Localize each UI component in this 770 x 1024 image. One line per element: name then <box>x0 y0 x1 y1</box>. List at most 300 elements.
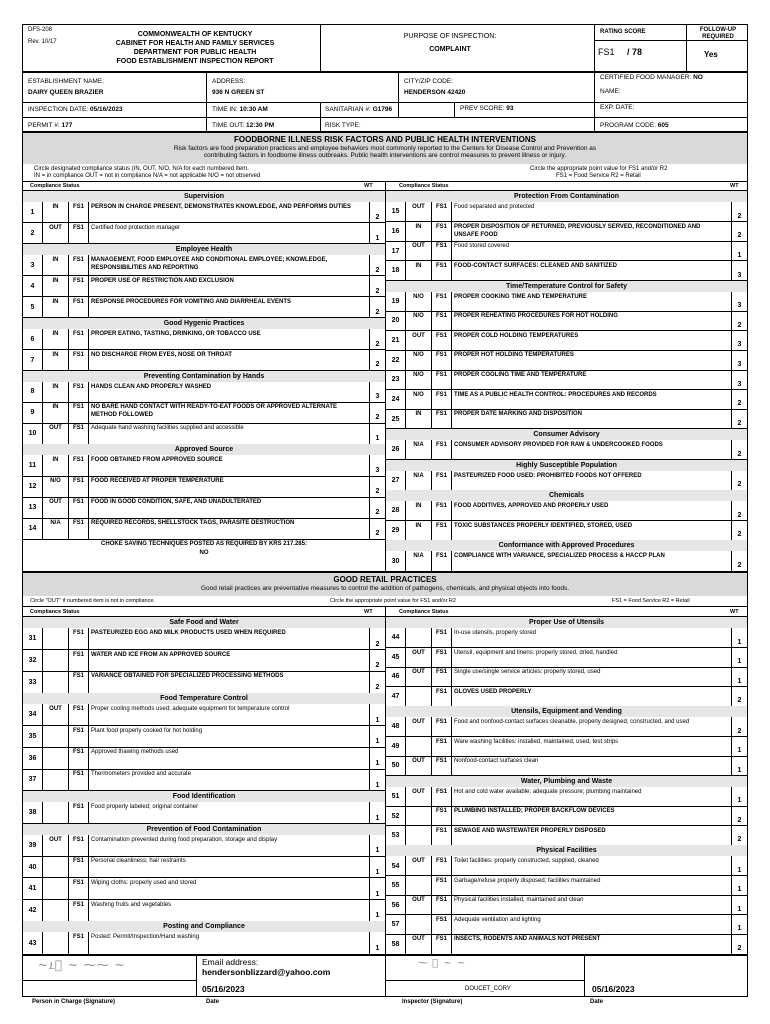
point-value-type: FS1 <box>432 390 452 410</box>
section-heading: Utensils, Equipment and Vending <box>386 706 747 717</box>
person-in-charge-signature: ~ւ᪰ ~ ⁓⁓ ~ <box>38 958 126 972</box>
item-number: 42 <box>23 900 43 922</box>
item-number: 48 <box>386 717 406 737</box>
followup-label: FOLLOW-UP REQUIRED <box>699 27 737 40</box>
item-description: WATER AND ICE FROM AN APPROVED SOURCE <box>91 651 231 658</box>
compliance-status[interactable]: N/A <box>406 440 432 460</box>
item-number: 54 <box>386 856 406 876</box>
item-weight[interactable]: 1 <box>369 223 385 244</box>
compliance-status[interactable] <box>43 878 69 900</box>
item-number: 11 <box>23 455 43 476</box>
item-weight[interactable]: 1 <box>731 667 747 687</box>
item-row <box>386 717 747 737</box>
compliance-status[interactable] <box>43 628 69 650</box>
compliance-status[interactable]: OUT <box>43 497 69 518</box>
good-note-right: FS1 = Food Service R2 = Retail <box>612 598 690 604</box>
item-number: 58 <box>386 934 406 954</box>
compliance-status[interactable]: N/A <box>406 471 432 491</box>
compliance-status[interactable]: OUT <box>406 895 432 915</box>
item-description: INSECTS, RODENTS AND ANIMALS NOT PRESENT <box>454 936 601 943</box>
compliance-status[interactable]: IN <box>43 382 69 403</box>
item-weight[interactable]: 1 <box>731 856 747 876</box>
item-number: 15 <box>386 202 406 222</box>
inspector-signature: ⁓ ᪰ ~ ~ <box>418 958 467 969</box>
item-row <box>386 292 747 312</box>
item-weight[interactable]: 1 <box>731 787 747 807</box>
compliance-status[interactable]: OUT <box>406 667 432 687</box>
item-row <box>386 737 747 757</box>
item-row <box>386 934 747 954</box>
item-row <box>386 390 747 410</box>
point-value-type: FS1 <box>432 826 452 846</box>
item-description: Food separated and protected <box>454 204 535 210</box>
item-description: HANDS CLEAN AND PROPERLY WASHED <box>91 383 212 390</box>
point-value-type: FS1 <box>69 650 89 672</box>
item-row <box>23 423 385 444</box>
point-value-type: FS1 <box>69 802 89 824</box>
item-row <box>386 471 747 491</box>
compliance-status[interactable] <box>43 650 69 672</box>
item-weight[interactable]: 2 <box>369 476 385 497</box>
rating-label: RATING SCORE <box>600 29 646 35</box>
inspector-date: 05/16/2023 <box>592 984 635 994</box>
item-row <box>386 370 747 390</box>
item-weight[interactable]: 1 <box>731 876 747 896</box>
item-description: PROPER COOLING TIME AND TEMPERATURE <box>454 372 587 378</box>
section-heading: Safe Food and Water <box>23 617 385 628</box>
item-description: Adequate ventilation and lighting <box>454 916 541 923</box>
good-retail-banner: GOOD RETAIL PRACTICES Good retail practices are preventative measures to control the addition of pathogens, chemicals, and physical objects into foods. <box>23 573 747 596</box>
item-description: FOOD-CONTACT SURFACES: CLEANED AND SANITIZED <box>454 262 617 269</box>
compliance-status[interactable] <box>43 856 69 878</box>
item-weight[interactable]: 2 <box>731 390 747 410</box>
point-value-type: FS1 <box>432 202 452 222</box>
compliance-status[interactable]: N/A <box>43 518 69 539</box>
item-description: Ware washing facilities: installed, maintained, used, test strips <box>454 738 619 745</box>
section-heading: Food Temperature Control <box>23 693 385 704</box>
item-weight[interactable]: 1 <box>731 915 747 935</box>
compliance-status[interactable]: IN <box>406 261 432 281</box>
item-number: 22 <box>386 350 406 370</box>
item-weight[interactable]: 1 <box>731 628 747 648</box>
section-heading: Good Hygenic Practices <box>23 318 385 329</box>
compliance-status[interactable] <box>43 747 69 769</box>
item-weight[interactable]: 2 <box>369 402 385 423</box>
compliance-status[interactable]: OUT <box>406 756 432 776</box>
purpose-of-inspection: PURPOSE OF INSPECTION: COMPLAINT <box>403 33 497 53</box>
risk-factors-banner: FOODBORNE ILLNESS RISK FACTORS AND PUBLIC HEALTH INTERVENTIONS Risk factors are food preparation practices and employee behaviors most commonly reported to the Centers for Disease Control and Prevention as contributing factors in foodborne illness outbreaks. Public health interventions are control measures to prevent illness or injury. <box>23 133 747 164</box>
item-weight[interactable]: 2 <box>731 717 747 737</box>
rating-fs: FS1 <box>598 47 615 57</box>
point-value-type: FS1 <box>69 297 89 318</box>
point-value-type: FS1 <box>69 769 89 791</box>
section-heading: Prevention of Food Contamination <box>23 824 385 835</box>
point-value-type: FS1 <box>432 440 452 460</box>
item-row <box>386 331 747 351</box>
item-description: NO DISCHARGE FROM EYES, NOSE OR THROAT <box>91 351 232 358</box>
item-description: Proper cooling methods used; adequate equipment for temperature control <box>91 706 290 713</box>
section-heading: Approved Source <box>23 444 385 455</box>
item-weight[interactable]: 2 <box>731 826 747 846</box>
item-number: 31 <box>23 628 43 650</box>
item-description: MANAGEMENT, FOOD EMPLOYEE AND CONDITIONAL EMPLOYEE; KNOWLEDGE, RESPONSIBILITIES AND REPORTING <box>91 256 328 271</box>
point-value-type: FS1 <box>69 276 89 297</box>
compliance-status[interactable] <box>406 806 432 826</box>
item-row <box>23 202 385 223</box>
point-value-type: FS1 <box>432 648 452 668</box>
item-weight[interactable]: 1 <box>731 895 747 915</box>
compliance-status[interactable]: IN <box>406 409 432 429</box>
point-value-type: FS1 <box>69 402 89 423</box>
compliance-status[interactable] <box>406 687 432 707</box>
section-heading: Chemicals <box>386 490 747 501</box>
compliance-status[interactable] <box>43 900 69 922</box>
item-number: 34 <box>23 704 43 726</box>
compliance-status[interactable]: OUT <box>43 835 69 857</box>
item-row <box>386 628 747 648</box>
item-weight[interactable]: 2 <box>369 202 385 223</box>
person-date: 05/16/2023 <box>202 984 245 994</box>
item-description: Utensil, equipment and linens: properly stored, dried, handled <box>454 649 618 656</box>
person-sig-label: Person in Charge (Signature) <box>32 999 116 1005</box>
section-heading: Conformance with Approved Procedures <box>386 540 747 551</box>
item-row <box>23 628 385 650</box>
point-value-type: FS1 <box>69 223 89 244</box>
item-number: 49 <box>386 737 406 757</box>
item-description: Certified food protection manager <box>91 224 181 231</box>
item-number: 10 <box>23 423 43 444</box>
item-number: 24 <box>386 390 406 410</box>
item-weight[interactable]: 3 <box>731 261 747 281</box>
item-row <box>386 551 747 571</box>
compliance-status[interactable]: OUT <box>406 934 432 954</box>
item-description: TOXIC SUBSTANCES PROPERLY IDENTIFIED, STORED, USED <box>454 522 633 529</box>
item-weight[interactable]: 1 <box>369 704 385 726</box>
item-number: 43 <box>23 932 43 954</box>
item-weight[interactable]: 2 <box>731 934 747 954</box>
item-number: 16 <box>386 222 406 242</box>
item-weight[interactable]: 2 <box>731 551 747 571</box>
compliance-status[interactable]: OUT <box>406 787 432 807</box>
item-number: 50 <box>386 756 406 776</box>
choke-saving-note: CHOKE SAVING TECHNIQUES POSTED AS REQUIRED BY KRS 217.285: <box>101 541 307 547</box>
point-value-type: FS1 <box>432 756 452 776</box>
item-row <box>386 648 747 668</box>
compliance-status[interactable]: IN <box>43 329 69 350</box>
sanitarian: SANITARIAN #: G1796 <box>325 106 393 113</box>
inspector-name: DOUCET_CORY <box>465 986 511 992</box>
item-weight[interactable]: 1 <box>369 900 385 922</box>
item-row <box>386 521 747 541</box>
item-weight[interactable]: 1 <box>731 648 747 668</box>
compliance-status[interactable] <box>406 628 432 648</box>
item-weight[interactable]: 3 <box>731 350 747 370</box>
item-description: Toilet facilities: properly constructed, supplied, cleaned <box>454 858 599 865</box>
item-row <box>386 202 747 222</box>
item-weight[interactable]: 2 <box>369 276 385 297</box>
item-row <box>386 350 747 370</box>
exp-date-label: EXP. DATE: <box>600 104 635 111</box>
item-description: FOOD RECEIVED AT PROPER TEMPERATURE <box>91 478 224 485</box>
item-number: 12 <box>23 476 43 497</box>
item-description: TIME AS A PUBLIC HEALTH CONTROL: PROCEDURES AND RECORDS <box>454 391 657 398</box>
compliance-status[interactable]: OUT <box>43 423 69 444</box>
item-row <box>23 402 385 423</box>
item-number: 20 <box>386 311 406 331</box>
compliance-status[interactable] <box>406 876 432 896</box>
compliance-status[interactable]: N/O <box>406 390 432 410</box>
point-value-type: FS1 <box>432 895 452 915</box>
compliance-status[interactable]: IN <box>406 222 432 242</box>
compliance-status[interactable]: IN <box>406 501 432 521</box>
city-label: CITY/ZIP CODE: <box>404 78 453 85</box>
item-weight[interactable]: 2 <box>369 329 385 350</box>
point-value-type: FS1 <box>432 222 452 242</box>
compliance-status[interactable] <box>406 826 432 846</box>
good-cs-left: Compliance Status <box>30 609 80 615</box>
item-weight[interactable]: 1 <box>369 856 385 878</box>
prev-score: PREV SCORE: 93 <box>460 105 514 112</box>
compliance-status[interactable]: IN <box>43 402 69 423</box>
item-row <box>23 856 385 878</box>
item-number: 13 <box>23 497 43 518</box>
item-number: 29 <box>386 521 406 541</box>
item-weight[interactable]: 3 <box>731 331 747 351</box>
item-row <box>23 297 385 318</box>
item-weight[interactable]: 1 <box>369 878 385 900</box>
compliance-status[interactable] <box>43 769 69 791</box>
good-cs-right: Compliance Status <box>399 609 449 615</box>
program-code: PROGRAM CODE: 605 <box>600 122 669 129</box>
point-value-type: FS1 <box>69 382 89 403</box>
section-heading: Supervision <box>23 191 385 202</box>
item-weight[interactable]: 2 <box>369 350 385 371</box>
cfm-label: CERTIFIED FOOD MANAGER: NO <box>600 74 703 81</box>
compliance-status[interactable]: OUT <box>43 704 69 726</box>
item-weight[interactable]: 2 <box>731 222 747 242</box>
item-description: FOOD ADDITIVES, APPROVED AND PROPERLY USED <box>454 503 609 510</box>
item-number: 56 <box>386 895 406 915</box>
compliance-status[interactable] <box>43 671 69 693</box>
point-value-type: FS1 <box>432 521 452 541</box>
item-weight[interactable]: 2 <box>731 471 747 491</box>
compliance-status-right: Compliance Status <box>399 183 449 189</box>
compliance-status[interactable]: N/A <box>406 551 432 571</box>
point-value-type: FS1 <box>69 423 89 444</box>
item-weight[interactable]: 2 <box>369 255 385 276</box>
compliance-status[interactable]: IN <box>406 521 432 541</box>
item-weight[interactable]: 1 <box>369 769 385 791</box>
compliance-status[interactable]: N/O <box>406 311 432 331</box>
inspector-sig-label: Inspector (Signature) <box>402 999 463 1005</box>
item-number: 44 <box>386 628 406 648</box>
section-heading: Protection From Contamination <box>386 191 747 202</box>
item-number: 57 <box>386 915 406 935</box>
compliance-status[interactable] <box>43 932 69 954</box>
item-weight[interactable]: 2 <box>731 806 747 826</box>
compliance-status[interactable]: IN <box>43 297 69 318</box>
compliance-status[interactable]: N/O <box>406 350 432 370</box>
good-wt-left: WT <box>364 609 373 615</box>
date-label-1: Date <box>206 999 220 1005</box>
item-description: PERSON IN CHARGE PRESENT, DEMONSTRATES KNOWLEDGE, AND PERFORMS DUTIES <box>91 204 352 210</box>
item-weight[interactable]: 1 <box>369 423 385 444</box>
email-label: Email address: <box>202 957 259 967</box>
item-description: PASTEURIZED FOOD USED: PROHIBITED FOODS NOT OFFERED <box>454 472 642 479</box>
item-description: FOOD OBTAINED FROM APPROVED SOURCE <box>91 457 223 464</box>
point-value-type: FS1 <box>432 934 452 954</box>
good-note-mid: Circle the appropriate point value for FS1 and/or R2 <box>330 598 456 604</box>
point-value-type: FS1 <box>432 370 452 390</box>
compliance-status[interactable]: IN <box>43 255 69 276</box>
wt-left: WT <box>364 183 373 189</box>
compliance-status[interactable]: IN <box>43 202 69 223</box>
point-value-type: FS1 <box>432 331 452 351</box>
item-row <box>386 409 747 429</box>
item-number: 36 <box>23 747 43 769</box>
point-value-type: FS1 <box>69 900 89 922</box>
item-row <box>386 222 747 242</box>
item-weight[interactable]: 1 <box>369 835 385 857</box>
risk-type-label: RISK TYPE: <box>325 122 361 129</box>
item-description: PROPER DISPOSITION OF RETURNED, PREVIOUSLY SERVED, RECONDITIONED AND UNSAFE FOOD <box>454 223 701 238</box>
item-weight[interactable]: 1 <box>369 932 385 954</box>
item-weight[interactable]: 2 <box>369 497 385 518</box>
item-weight[interactable]: 2 <box>369 297 385 318</box>
compliance-status[interactable] <box>43 802 69 824</box>
item-number: 47 <box>386 687 406 707</box>
compliance-status[interactable] <box>43 726 69 748</box>
point-value-type: FS1 <box>69 835 89 857</box>
item-weight[interactable]: 2 <box>731 202 747 222</box>
item-number: 21 <box>386 331 406 351</box>
point-value-type: FS1 <box>432 856 452 876</box>
compliance-status[interactable]: OUT <box>406 717 432 737</box>
item-description: RESPONSE PROCEDURES FOR VOMITING AND DIARRHEAL EVENTS <box>91 298 292 305</box>
item-description: Nonfood-contact surfaces clean <box>454 758 539 765</box>
item-weight[interactable]: 2 <box>369 671 385 693</box>
item-weight[interactable]: 2 <box>369 650 385 672</box>
section-heading: Proper Use of Utensils <box>386 617 747 628</box>
rating-score: / 78 <box>627 47 643 57</box>
item-number: 38 <box>23 802 43 824</box>
item-weight[interactable]: 3 <box>731 292 747 312</box>
item-weight[interactable]: 2 <box>731 409 747 429</box>
item-weight[interactable]: 3 <box>369 382 385 403</box>
item-weight[interactable]: 2 <box>731 440 747 460</box>
compliance-status[interactable]: OUT <box>406 856 432 876</box>
item-row <box>23 276 385 297</box>
point-value-type: FS1 <box>69 518 89 539</box>
item-description: Adequate hand washing facilities supplied and accessible <box>91 425 244 432</box>
item-weight[interactable]: 2 <box>731 687 747 707</box>
item-weight[interactable]: 1 <box>369 747 385 769</box>
item-number: 32 <box>23 650 43 672</box>
item-description: VARIANCE OBTAINED FOR SPECIALIZED PROCESSING METHODS <box>91 673 284 680</box>
item-description: PROPER REHEATING PROCEDURES FOR HOT HOLDING <box>454 313 618 320</box>
item-description: Wiping cloths: properly used and stored <box>91 879 197 886</box>
item-number: 35 <box>23 726 43 748</box>
compliance-status[interactable]: OUT <box>406 648 432 668</box>
fs-legend: FS1 = Food Service R2 = Retail <box>556 173 641 179</box>
item-number: 33 <box>23 671 43 693</box>
compliance-status[interactable]: IN <box>43 276 69 297</box>
good-wt-right: WT <box>730 609 739 615</box>
item-row <box>23 382 385 403</box>
compliance-status[interactable]: OUT <box>406 241 432 261</box>
item-weight[interactable]: 2 <box>731 311 747 331</box>
compliance-status[interactable]: OUT <box>43 223 69 244</box>
item-weight[interactable]: 3 <box>369 455 385 476</box>
item-weight[interactable]: 1 <box>731 241 747 261</box>
compliance-status[interactable]: N/O <box>43 476 69 497</box>
point-value-type: FS1 <box>432 876 452 896</box>
item-number: 8 <box>23 382 43 403</box>
compliance-status[interactable]: IN <box>43 350 69 371</box>
section-heading: Highly Susceptible Population <box>386 460 747 471</box>
point-value-type: FS1 <box>432 687 452 707</box>
point-value-type: FS1 <box>432 915 452 935</box>
item-weight[interactable]: 2 <box>369 518 385 539</box>
item-number: 23 <box>386 370 406 390</box>
point-value-type: FS1 <box>69 704 89 726</box>
item-description: COMPLIANCE WITH VARIANCE, SPECIALIZED PROCESS & HACCP PLAN <box>454 553 665 560</box>
establishment-label: ESTABLISHMENT NAME: <box>28 78 104 85</box>
item-number: 4 <box>23 276 43 297</box>
compliance-status[interactable]: OUT <box>406 331 432 351</box>
item-description: Hot and cold water available; adequate pressure; plumbing maintained <box>454 788 642 795</box>
point-value-type: FS1 <box>432 628 452 648</box>
item-description: PROPER USE OF RESTRICTION AND EXCLUSION <box>91 277 234 284</box>
item-weight[interactable]: 1 <box>369 802 385 824</box>
point-value-type: FS1 <box>432 737 452 757</box>
item-weight[interactable]: 2 <box>369 628 385 650</box>
item-row <box>23 476 385 497</box>
item-weight[interactable]: 3 <box>731 370 747 390</box>
item-row <box>386 787 747 807</box>
choke-saving-value: NO <box>199 550 209 556</box>
compliance-status[interactable] <box>406 915 432 935</box>
compliance-status[interactable]: IN <box>43 455 69 476</box>
point-value-type: FS1 <box>69 856 89 878</box>
compliance-status[interactable]: N/O <box>406 370 432 390</box>
section-heading: Preventing Contamination by Hands <box>23 371 385 382</box>
item-number: 2 <box>23 223 43 244</box>
compliance-status[interactable]: N/O <box>406 292 432 312</box>
compliance-status[interactable] <box>406 737 432 757</box>
item-weight[interactable]: 1 <box>369 726 385 748</box>
item-number: 7 <box>23 350 43 371</box>
item-weight[interactable]: 1 <box>731 737 747 757</box>
cfm-name-label: NAME: <box>600 88 621 95</box>
time-in: TIME IN: 10:30 AM <box>212 106 268 113</box>
item-number: 18 <box>386 261 406 281</box>
item-weight[interactable]: 2 <box>731 521 747 541</box>
row-divider <box>23 539 385 540</box>
point-value-type: FS1 <box>69 726 89 748</box>
item-description: PROPER COLD HOLDING TEMPERATURES <box>454 332 579 339</box>
section-heading: Food Identification <box>23 791 385 802</box>
item-description: In-use utensils, properly stored <box>454 630 537 636</box>
item-row <box>23 747 385 769</box>
compliance-status[interactable]: OUT <box>406 202 432 222</box>
item-weight[interactable]: 1 <box>731 756 747 776</box>
circle-note: Circle designated compliance status (IN, OUT, N/O, N/A for each numbered item. <box>34 166 249 172</box>
item-row <box>386 895 747 915</box>
item-row <box>23 769 385 791</box>
item-weight[interactable]: 2 <box>731 501 747 521</box>
item-number: 28 <box>386 501 406 521</box>
